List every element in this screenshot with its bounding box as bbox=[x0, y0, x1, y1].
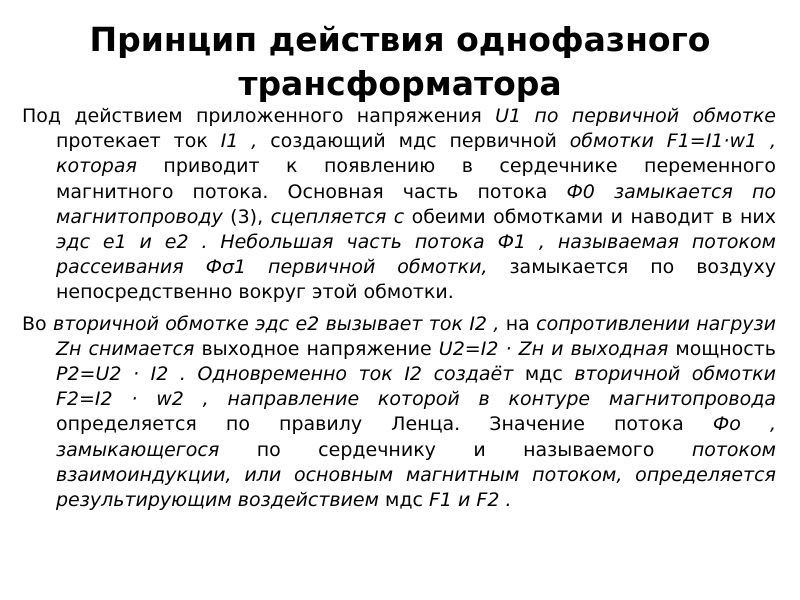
text-run: создающий мдс первичной bbox=[270, 130, 570, 153]
text-run: замыкается по воздуху непосредственно вокруг этой обмотки. bbox=[56, 256, 776, 304]
text-run: Во bbox=[22, 312, 53, 335]
text-run: на bbox=[505, 312, 537, 335]
text-run: определяется по правилу Ленца. Значение потока bbox=[56, 413, 713, 436]
text-run: приводит к появлению в сердечнике переменного магнитного потока. Основная часть потока bbox=[56, 155, 776, 203]
text-run: P2=U2 · I2 . Одновременно ток I2 создаёт bbox=[56, 363, 525, 386]
text-run: мдс bbox=[524, 363, 575, 386]
text-run: выходное напряжение bbox=[201, 337, 439, 360]
text-run: вторичной обмотки F2=I2 · w2 , направление которой в контуре магнитопровода bbox=[56, 363, 776, 411]
text-run: сцепляется с bbox=[270, 205, 412, 228]
text-run: Ф0 замыкается по магнитопроводу bbox=[56, 180, 776, 228]
slide-title: Принцип действия однофазного трансформатора bbox=[89, 20, 711, 103]
text-run: F1 и F2 . bbox=[428, 489, 512, 512]
text-run: эдс е1 и е2 . Небольшая часть потока Ф1 , называемая потоком рассеивания Фσ1 первичной обмотки, bbox=[56, 231, 776, 279]
text-run: обмотки F1=I1·w1 , которая bbox=[56, 130, 776, 178]
paragraph-2 bbox=[22, 312, 776, 514]
text-run: мдс bbox=[385, 489, 429, 512]
text-run: сопротивлении нагрузи Zн снимается bbox=[56, 312, 777, 360]
text-run: по сердечнику и называемого bbox=[256, 438, 692, 461]
text-run: U2=I2 · Zн и выходная bbox=[438, 337, 676, 360]
slide-body bbox=[22, 104, 776, 519]
text-run: мощность bbox=[675, 337, 776, 360]
text-run: I1 , bbox=[220, 130, 271, 153]
text-run: обеими обмотками и наводит в них bbox=[411, 205, 776, 228]
text-run: (3), bbox=[230, 205, 271, 228]
text-run: U1 по первичной обмотке bbox=[495, 105, 776, 127]
text-run: Под действием приложенного напряжения bbox=[22, 105, 496, 127]
text-run: вторичной обмотке эдс е2 вызывает ток I2 , bbox=[53, 312, 506, 335]
text-run: протекает ток bbox=[56, 130, 221, 153]
paragraph-1 bbox=[22, 104, 776, 306]
text-run: Фо , замыкающегося bbox=[56, 413, 777, 461]
text-run: потоком взаимоиндукции, или основным магнитным потоком, определяется результирующим воздействием bbox=[56, 438, 776, 512]
